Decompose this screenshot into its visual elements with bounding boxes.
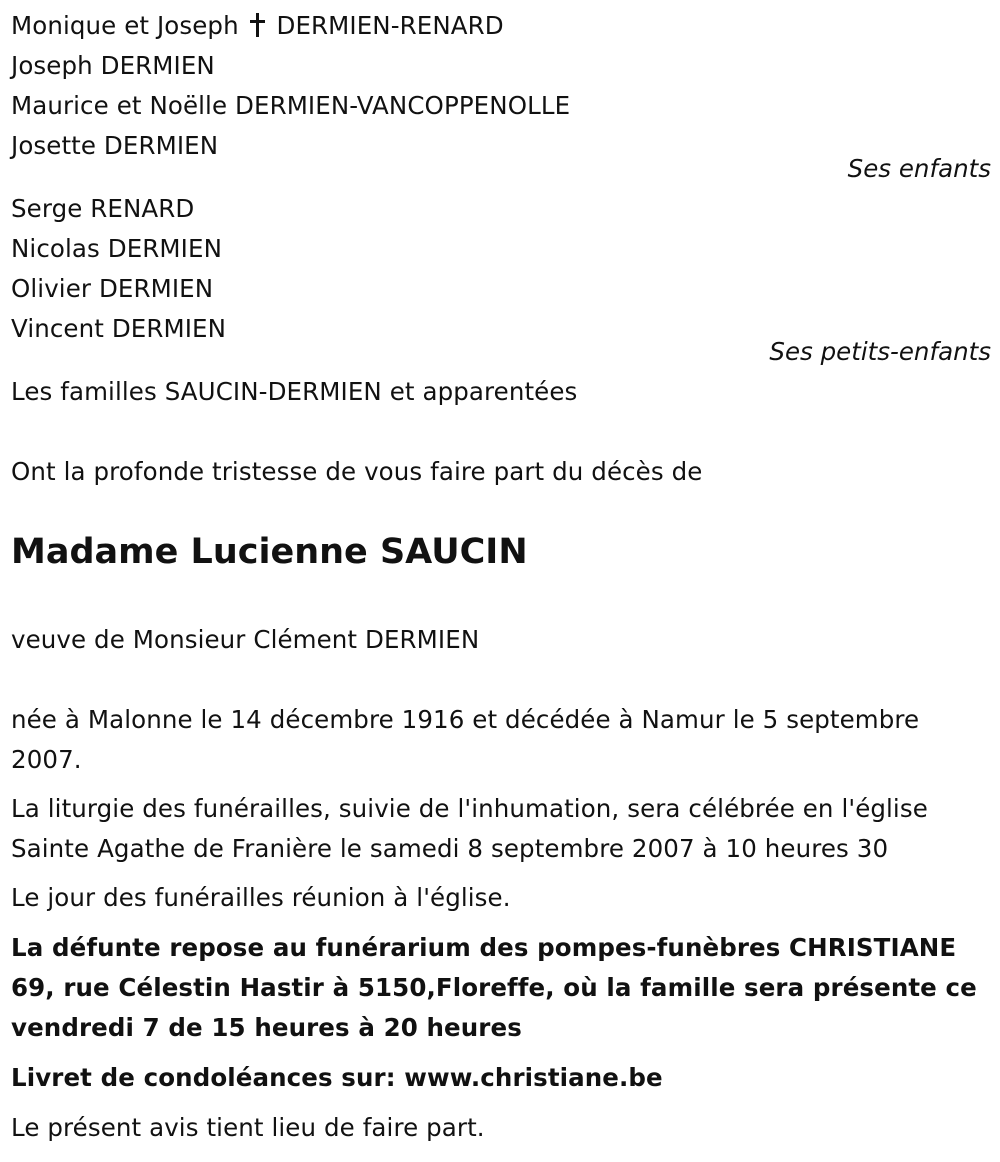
child-line-4: Josette DERMIEN bbox=[11, 131, 219, 160]
children-role-label: Ses enfants bbox=[847, 154, 991, 183]
condolences-line: Livret de condoléances sur: www.christiane.be bbox=[11, 1063, 663, 1092]
deceased-name: Madame Lucienne SAUCIN bbox=[11, 532, 528, 572]
grandchildren-role-label: Ses petits-enfants bbox=[769, 337, 991, 366]
grandchild-line-3: Olivier DERMIEN bbox=[11, 274, 214, 303]
child-line-2: Joseph DERMIEN bbox=[11, 51, 215, 80]
grandchild-line-1: Serge RENARD bbox=[11, 194, 195, 223]
grandchild-line-2: Nicolas DERMIEN bbox=[11, 234, 223, 263]
liturgy-line-2: Sainte Agathe de Franière le samedi 8 septembre 2007 à 10 heures 30 bbox=[11, 834, 889, 863]
funerarium-line-3: vendredi 7 de 15 heures à 20 heures bbox=[11, 1013, 522, 1042]
families-line: Les familles SAUCIN-DERMIEN et apparentées bbox=[11, 377, 578, 406]
birth-death-line-2: 2007. bbox=[11, 745, 82, 774]
child-line-3: Maurice et Noëlle DERMIEN-VANCOPPENOLLE bbox=[11, 91, 571, 120]
intro-line: Ont la profonde tristesse de vous faire part du décès de bbox=[11, 457, 703, 486]
grandchild-line-4: Vincent DERMIEN bbox=[11, 314, 227, 343]
widow-of-line: veuve de Monsieur Clément DERMIEN bbox=[11, 625, 480, 654]
funerarium-line-1: La défunte repose au funérarium des pompes-funèbres CHRISTIANE bbox=[11, 933, 957, 962]
liturgy-line-1: La liturgie des funérailles, suivie de l'inhumation, sera célébrée en l'église bbox=[11, 794, 928, 823]
notice-line: Le présent avis tient lieu de faire part. bbox=[11, 1113, 485, 1142]
meeting-line: Le jour des funérailles réunion à l'église. bbox=[11, 883, 511, 912]
funerarium-line-2: 69, rue Célestin Hastir à 5150,Floreffe, où la famille sera présente ce bbox=[11, 973, 977, 1002]
birth-death-line-1: née à Malonne le 14 décembre 1916 et décédée à Namur le 5 septembre bbox=[11, 705, 920, 734]
child-line-1: Monique et Joseph DERMIEN-RENARD bbox=[11, 11, 504, 40]
latin-cross-icon bbox=[249, 13, 267, 37]
